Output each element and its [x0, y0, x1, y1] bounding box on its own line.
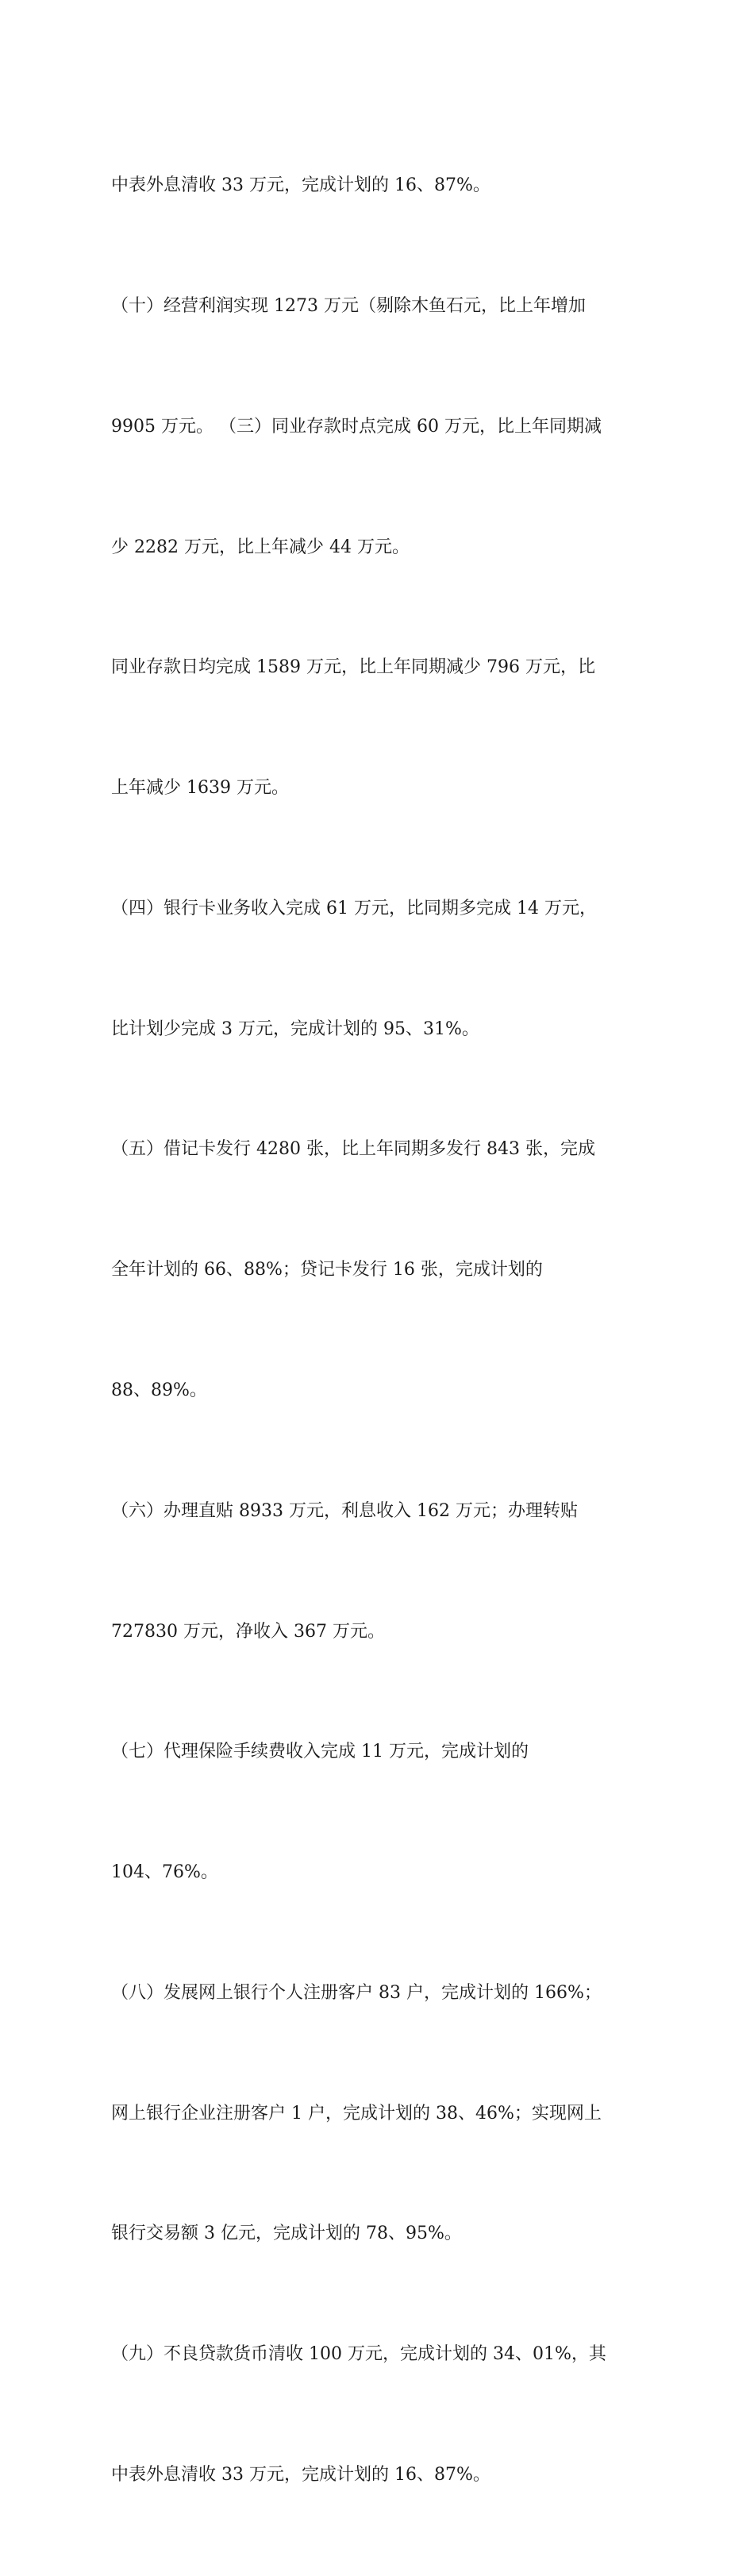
- text-line-6: 上年减少 1639 万元。: [111, 778, 289, 799]
- text-line-13: 727830 万元，净收入 367 万元。: [111, 1621, 385, 1642]
- text-line-5: 同业存款日均完成 1589 万元，比上年同期减少 796 万元，比: [111, 657, 595, 678]
- text-block: [111, 86, 651, 2576]
- text-line-18: 银行交易额 3 亿元，完成计划的 78、95%。: [111, 2224, 462, 2244]
- text-line-14: （七）代理保险手续费收入完成 11 万元，完成计划的: [111, 1742, 529, 1762]
- document-body: [111, 86, 651, 2576]
- text-line-17: 网上银行企业注册客户 1 户，完成计划的 38、46%；实现网上: [111, 2103, 602, 2124]
- text-line-19: （九）不良贷款货币清收 100 万元，完成计划的 34、01%，其: [111, 2344, 606, 2365]
- text-line-2: （十）经营利润实现 1273 万元（剔除木鱼石元，比上年增加: [111, 295, 586, 316]
- text-line-4: 少 2282 万元，比上年减少 44 万元。: [111, 537, 410, 557]
- text-line-15: 104、76%。: [111, 1862, 218, 1883]
- text-line-16: （八）发展网上银行个人注册客户 83 户，完成计划的 166%；: [111, 1982, 602, 2003]
- text-line-20: 中表外息清收 33 万元，完成计划的 16、87%。: [111, 2465, 490, 2486]
- text-line-8: 比计划少完成 3 万元，完成计划的 95、31%。: [111, 1018, 479, 1039]
- text-line-10: 全年计划的 66、88%；贷记卡发行 16 张，完成计划的: [111, 1260, 543, 1280]
- text-line-3: 9905 万元。 （三）同业存款时点完成 60 万元，比上年同期减: [111, 416, 602, 437]
- text-line-9: （五）借记卡发行 4280 张，比上年同期多发行 843 张，完成: [111, 1139, 595, 1160]
- text-line-11: 88、89%。: [111, 1380, 207, 1400]
- text-line-12: （六）办理直贴 8933 万元，利息收入 162 万元；办理转贴: [111, 1500, 578, 1521]
- text-line-1: 中表外息清收 33 万元，完成计划的 16、87%。: [111, 175, 490, 196]
- text-line-7: （四）银行卡业务收入完成 61 万元，比同期多完成 14 万元，: [111, 898, 597, 918]
